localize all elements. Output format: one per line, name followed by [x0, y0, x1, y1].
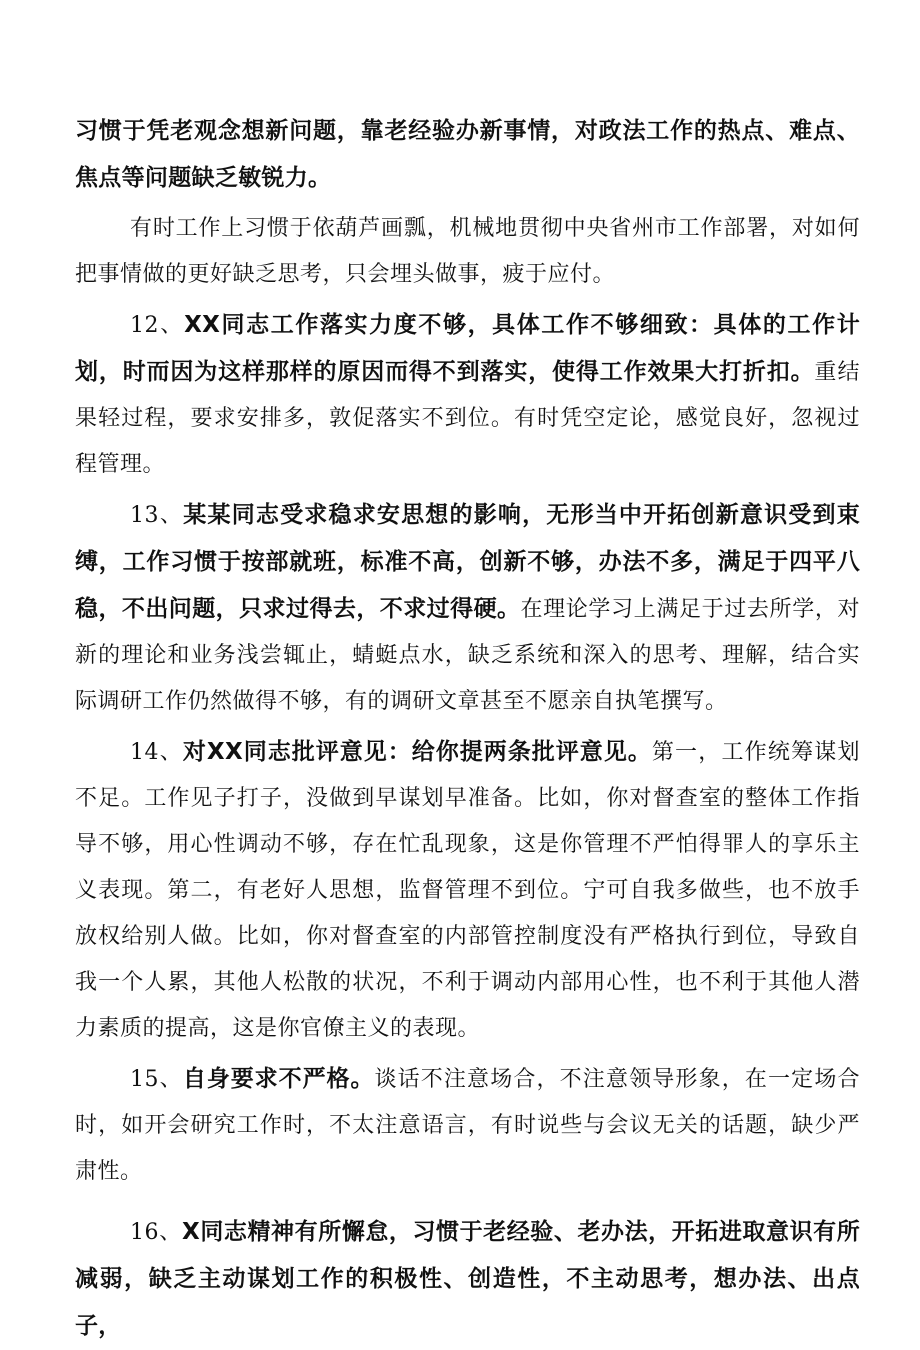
paragraph-item-13 [75, 492, 860, 725]
paragraph-bold-text: 对XX同志批评意见：给你提两条批评意见。 [182, 739, 652, 765]
item-number: 12、 [130, 313, 185, 338]
paragraph-item-14 [75, 729, 860, 1052]
item-number: 16、 [130, 1220, 183, 1245]
item-number: 14、 [130, 740, 183, 765]
paragraph-item-15 [75, 1056, 860, 1195]
paragraph-normal-text: 重结果轻过程，要求安排多，敦促落实不到位。有时凭空定论，感觉良好，忽视过程管理。 [75, 360, 860, 477]
paragraph-bold-text: 某某同志受求稳求安思想的影响，无形当中开拓创新意识受到束缚，工作习惯于按部就班，标准不高，创新不够，办法不多，满足于四平八稳，不出问题，只求过得去，不求过得硬。 [75, 502, 860, 622]
item-number: 15、 [130, 1067, 183, 1092]
paragraph-item-12 [75, 302, 860, 488]
paragraph-normal-text: 第一，工作统筹谋划不足。工作见子打子，没做到早谋划早准备。比如，你对督查室的整体工作指导不够，用心性调动不够，存在忙乱现象，这是你管理不严怕得罪人的享乐主义表现。第二，有老好人思想，监督管理不到位。宁可自我多做些，也不放手放权给别人做。比如，你对督查室的内部管控制度没有严格执行到位，导致自我一个人累，其他人松散的状况，不利于调动内部用心性，也不利于其他人潜力素质的提高，这是你官僚主义的表现。 [75, 740, 861, 1041]
paragraph-bold-text: 自身要求不严格。 [182, 1066, 375, 1092]
paragraph-normal-text: 在理论学习上满足于过去所学，对新的理论和业务浅尝辄止，蜻蜓点水，缺乏系统和深入的思考、理解，结合实际调研工作仍然做得不够，有的调研文章甚至不愿亲自执笔撰写。 [75, 597, 860, 714]
paragraph-item-16 [75, 1209, 860, 1350]
paragraph-normal-text: 有时工作上习惯于依葫芦画瓢，机械地贯彻中央省州市工作部署，对如何把事情做的更好缺乏思考，只会埋头做事，疲于应付。 [75, 216, 860, 287]
paragraph-bold-text: XX同志工作落实力度不够，具体工作不够细致：具体的工作计划，时而因为这样那样的原因而得不到落实，使得工作效果大打折扣。 [75, 312, 860, 385]
paragraph-normal-text: 谈话不注意场合，不注意领导形象，在一定场合时，如开会研究工作时，不太注意语言，有时说些与会议无关的话题，缺少严肃性。 [75, 1067, 860, 1184]
paragraph-bold-text: X同志精神有所懈怠，习惯于老经验、老办法，开拓进取意识有所减弱，缺乏主动谋划工作的积极性、创造性，不主动思考，想办法、出点子， [75, 1219, 861, 1339]
paragraph-habit [75, 206, 860, 298]
paragraph-continuation [75, 108, 860, 202]
item-number: 13、 [130, 503, 184, 528]
paragraph-bold-text: 习惯于凭老观念想新问题，靠老经验办新事情，对政法工作的热点、难点、焦点等问题缺乏敏锐力。 [75, 118, 860, 191]
